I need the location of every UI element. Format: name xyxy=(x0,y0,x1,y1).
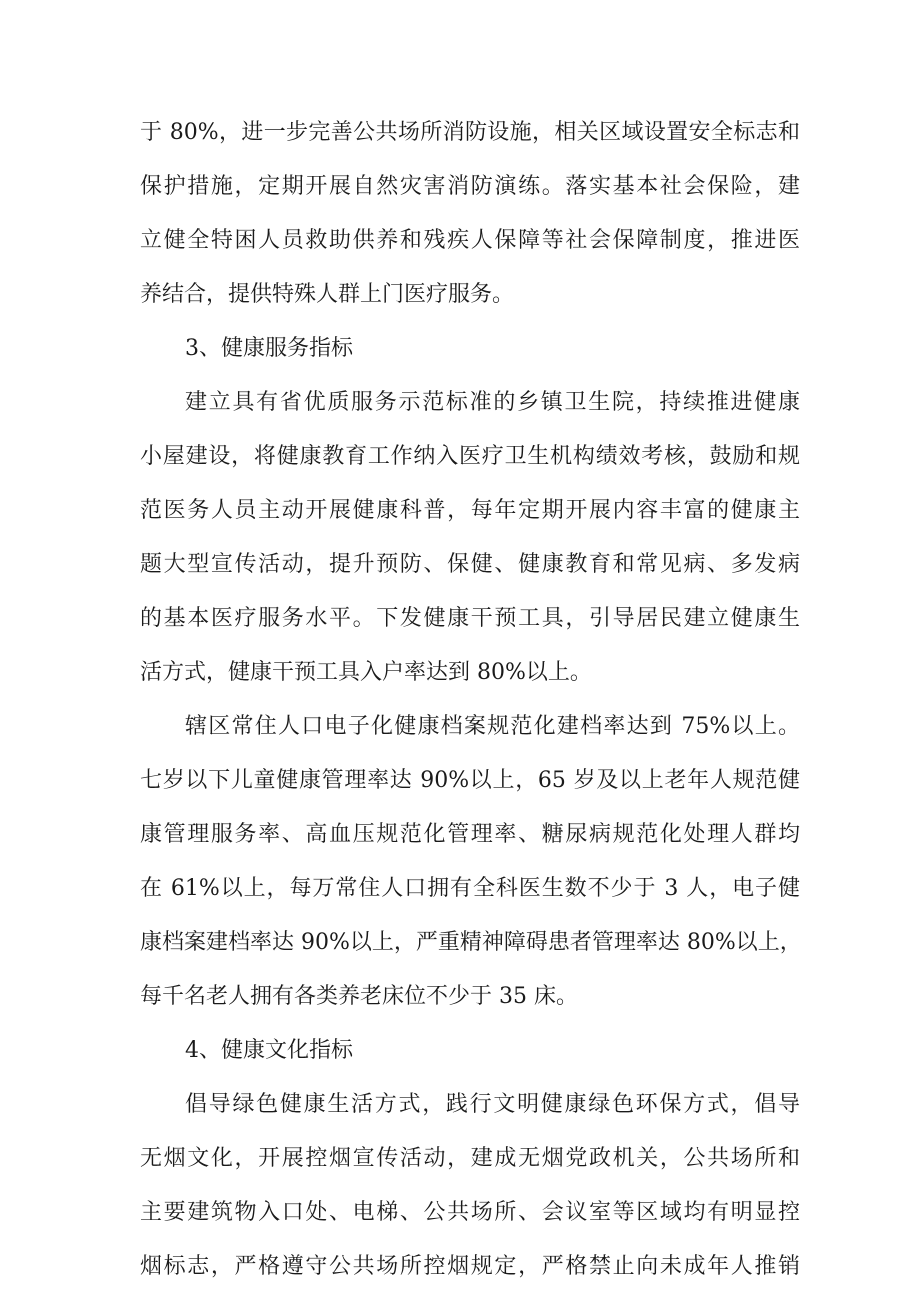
text-line: 无烟文化，开展控烟宣传活动，建成无烟党政机关，公共场所和 xyxy=(140,1146,800,1171)
text-line: 养结合，提供特殊人群上门医疗服务。 xyxy=(140,282,515,307)
text-line: 在 61%以上，每万常住人口拥有全科医生数不少于 3 人，电子健 xyxy=(140,876,800,901)
text-line: 保护措施，定期开展自然灾害消防演练。落实基本社会保险，建 xyxy=(140,174,800,199)
text-line: 辖区常住人口电子化健康档案规范化建档率达到 75%以上。 xyxy=(185,714,800,739)
text-line: 七岁以下儿童健康管理率达 90%以上，65 岁及以上老年人规范健 xyxy=(140,768,800,793)
text-line: 立健全特困人员救助供养和残疾人保障等社会保障制度，推进医 xyxy=(140,228,800,253)
text-line: 每千名老人拥有各类养老床位不少于 35 床。 xyxy=(140,984,578,1009)
text-line: 康管理服务率、高血压规范化管理率、糖尿病规范化处理人群均 xyxy=(140,822,800,847)
text-line: 倡导绿色健康生活方式，践行文明健康绿色环保方式，倡导 xyxy=(185,1092,800,1117)
text-line: 活方式，健康干预工具入户率达到 80%以上。 xyxy=(140,660,592,685)
text-line: 烟标志，严格遵守公共场所控烟规定，严格禁止向未成年人推销 xyxy=(140,1254,800,1279)
text-line: 康档案建档率达 90%以上，严重精神障碍患者管理率达 80%以上， xyxy=(140,930,802,955)
text-line: 建立具有省优质服务示范标准的乡镇卫生院，持续推进健康 xyxy=(185,390,800,415)
text-line: 主要建筑物入口处、电梯、公共场所、会议室等区域均有明显控 xyxy=(140,1200,800,1225)
text-line: 小屋建设，将健康教育工作纳入医疗卫生机构绩效考核，鼓励和规 xyxy=(140,444,800,469)
section-heading: 4、健康文化指标 xyxy=(185,1038,353,1063)
text-line: 的基本医疗服务水平。下发健康干预工具，引导居民建立健康生 xyxy=(140,606,800,631)
text-line: 范医务人员主动开展健康科普，每年定期开展内容丰富的健康主 xyxy=(140,498,800,523)
section-heading: 3、健康服务指标 xyxy=(185,336,353,361)
text-line: 于 80%，进一步完善公共场所消防设施，相关区域设置安全标志和 xyxy=(140,120,800,145)
text-line: 题大型宣传活动，提升预防、保健、健康教育和常见病、多发病 xyxy=(140,552,800,577)
